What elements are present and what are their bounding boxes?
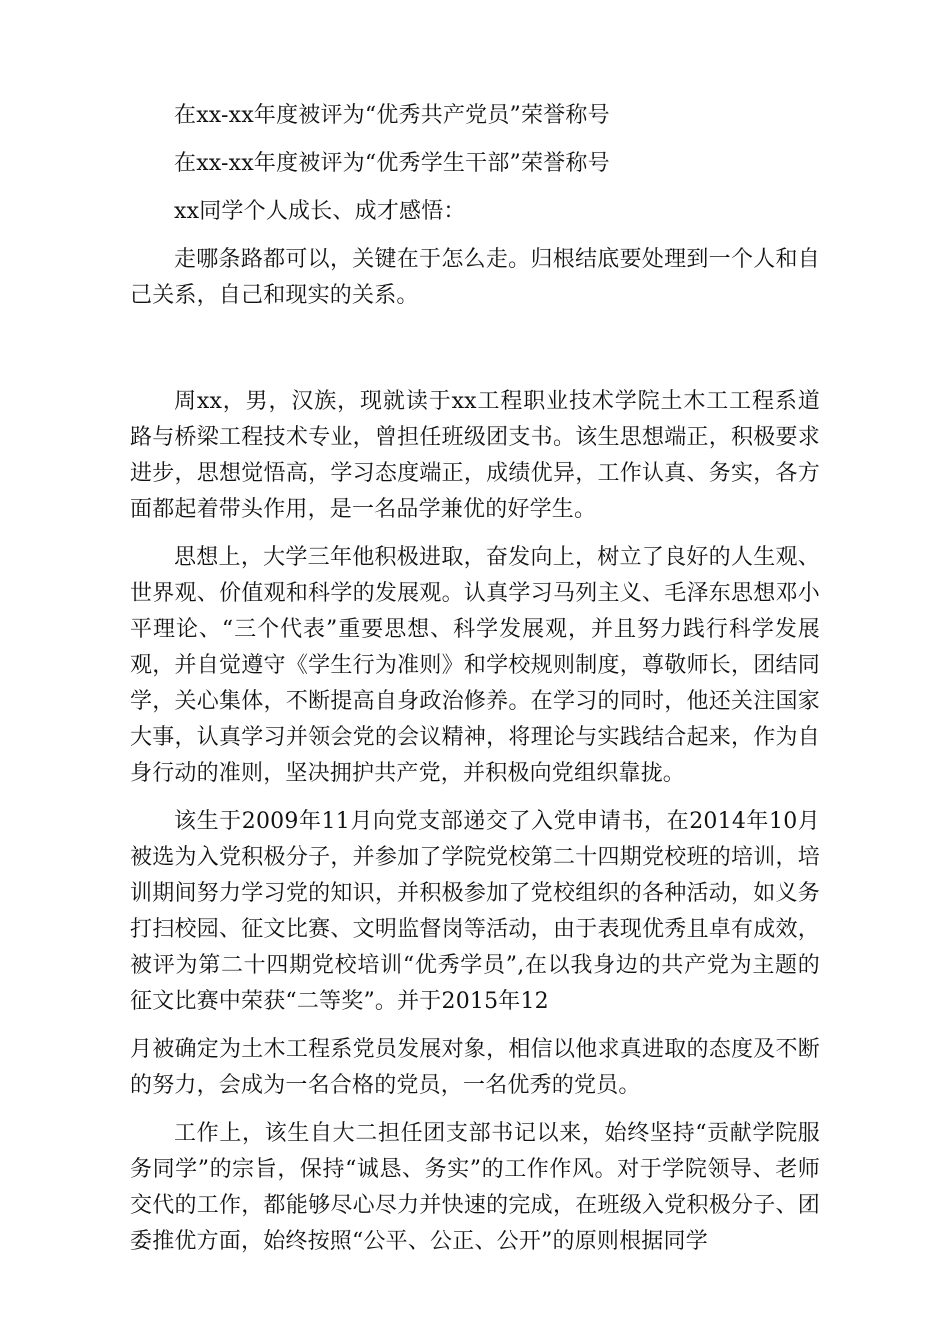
honor-line-1: 在xx-xx年度被评为“优秀共产党员”荣誉称号 <box>174 103 610 128</box>
insight-paragraph: 走哪条路都可以，关键在于怎么走。归根结底要处理到一个人和自己关系，自己和现实的关系。 <box>130 247 820 308</box>
document-page <box>130 98 820 1260</box>
thought-paragraph: 思想上，大学三年他积极进取，奋发向上，树立了良好的人生观、世界观、价值观和科学的发展观。认真学习马列主义、毛泽东思想邓小平理论、“三个代表”重要思想、科学发展观，并且努力践行科学发展观，并自觉遵守《学生行为准则》和学校规则制度，尊敬师长，团结同学，关心集体，不断提高自身政治修养。在学习的同时，他还关注国家大事，认真学习并领会党的会议精神，将理论与实践结合起来，作为自身行动的准则，坚决拥护共产党，并积极向党组织靠拢。 <box>130 545 820 786</box>
party-paragraph: 该生于2009年11月向党支部递交了入党申请书，在2014年10月被选为入党积极分子，并参加了学院党校第二十四期党校班的培训，培训期间努力学习党的知识，并积极参加了党校组织的各种活动，如义务打扫校园、征文比赛、文明监督岗等活动，由于表现优秀且卓有成效，被评为第二十四期党校培训“优秀学员”,在以我身边的共产党为主题的征文比赛中荣获“二等奖”。并于2015年12 <box>130 809 820 1014</box>
intro-paragraph: 周xx，男，汉族，现就读于xx工程职业技术学院土木工工程系道路与桥梁工程技术专业，曾担任班级团支书。该生思想端正，积极要求进步，思想觉悟高，学习态度端正，成绩优异，工作认真、务实，各方面都起着带头作用，是一名品学兼优的好学生。 <box>130 389 820 522</box>
honor-line-2: 在xx-xx年度被评为“优秀学生干部”荣誉称号 <box>174 151 610 176</box>
insight-heading: xx同学个人成长、成才感悟： <box>174 199 466 224</box>
work-paragraph: 工作上，该生自大二担任团支部书记以来，始终坚持“贡献学院服务同学”的宗旨，保持“诚恳、务实”的工作作风。对于学院领导、老师交代的工作，都能够尽心尽力并快速的完成，在班级入党积极分子、团委推优方面，始终按照“公平、公正、公开”的原则根据同学 <box>130 1121 820 1254</box>
party-continuation-paragraph: 月被确定为土木工程系党员发展对象，相信以他求真进取的态度及不断的努力，会成为一名合格的党员，一名优秀的党员。 <box>130 1037 820 1098</box>
